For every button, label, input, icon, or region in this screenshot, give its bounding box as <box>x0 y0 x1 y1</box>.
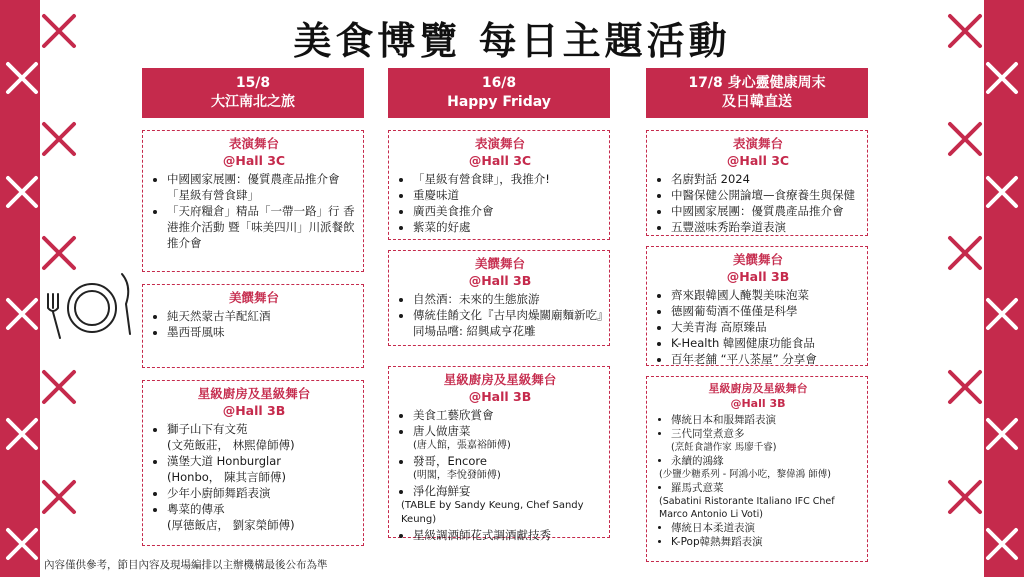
stage-box-star-kitchen <box>646 376 868 562</box>
list-item: (Sabatini Ristorante Italiano IFC Chef Marco Antonio Li Voti) <box>659 496 835 520</box>
stage-box-performance <box>142 130 364 272</box>
stage-name: 表演舞台 <box>474 136 525 151</box>
day-column-17-8 <box>646 68 868 118</box>
list-item: • 德國葡萄酒不僅僅是科學 <box>671 303 861 319</box>
stage-hall: @Hall 3B <box>468 389 532 404</box>
list-item: (明閣，李悅發師傅) <box>413 470 501 481</box>
stage-box-gourmet <box>142 284 364 368</box>
page-title: 美食博覽 每日主題活動 <box>293 19 731 63</box>
list-item: • 星級調酒師花式調酒獻技秀 <box>413 527 603 543</box>
stage-box-star-kitchen <box>142 380 364 546</box>
list-item: • 粵菜的傳承 <box>167 501 357 517</box>
day-date-theme: 17/8 身心靈健康周末 <box>688 75 826 91</box>
stage-name: 星級廚房及星級舞台 <box>443 372 557 387</box>
list-item: 「星級有營食肆」 <box>167 188 259 202</box>
list-item: • 純天然蒙古羊配紅酒 <box>167 308 357 324</box>
stage-hall: @Hall 3B <box>730 397 786 410</box>
day-theme: 大江南北之旅 <box>211 94 295 110</box>
stage-hall: @Hall 3B <box>222 403 286 418</box>
list-item: • 「天府糧倉」精品「一帶一路」行 香港推介活動 暨「味美四川」川派餐飲推介會 <box>167 203 357 251</box>
list-item: • 發哥，Encore <box>413 453 603 469</box>
list-item: • 獅子山下有文苑 <box>167 421 357 437</box>
list-item: (文苑飯莊， 林熙偉師傅) <box>167 438 295 452</box>
stage-hall: @Hall 3C <box>468 153 532 168</box>
stage-hall: @Hall 3B <box>726 269 790 284</box>
right-decor-band <box>946 0 1024 577</box>
stage-name: 表演舞台 <box>228 136 279 151</box>
stage-box-gourmet <box>388 250 610 346</box>
list-item: (Honbo， 陳其言師傅) <box>167 470 286 484</box>
day-date: 15/8 <box>235 75 271 91</box>
list-item: • 自然酒：未來的生態旅游 <box>413 291 603 307</box>
list-item: • 羅馬式意菜 <box>671 481 861 495</box>
day-header <box>646 68 868 118</box>
stage-box-gourmet <box>646 246 868 366</box>
list-item: • 少年小廚師舞蹈表演 <box>167 485 357 501</box>
day-theme-line2: 及日韓直送 <box>722 94 792 110</box>
list-item: • 淨化海鮮宴 <box>413 483 603 499</box>
stage-box-star-kitchen <box>388 366 610 542</box>
list-item: • 墨西哥風味 <box>167 324 357 340</box>
list-item: • 紫菜的好處 <box>413 219 603 235</box>
footnote: 內容僅供參考，節目內容及現場編排以主辦機構最後公布為準 <box>44 559 328 571</box>
list-item: (少鹽少糖系列 - 阿鴻小吃，黎偉鴻 師傅) <box>659 469 831 480</box>
list-item: • 名廚對話 2024 <box>671 171 861 187</box>
list-item: • 百年老舖 “平八茶屋” 分享會 <box>671 351 861 367</box>
stage-name: 美饌舞台 <box>474 256 525 271</box>
list-item: • 傳統日本和服舞蹈表演 <box>671 413 861 427</box>
list-item: (唐人館，張嘉裕師傅) <box>413 440 511 451</box>
stage-name: 美饌舞台 <box>732 252 783 267</box>
day-column-16-8 <box>388 68 610 118</box>
list-item: • 中國國家展團：優質農產品推介會 <box>167 171 357 187</box>
list-item: • 大美青海 高原臻品 <box>671 319 861 335</box>
list-item: • 唐人做唐菜 <box>413 423 603 439</box>
list-item: • 中醫保健公開論壇—食療養生與保健 <box>671 187 861 203</box>
list-item: • 三代同堂煮意多 <box>671 427 861 441</box>
list-item: • 永續的鴻緣 <box>671 454 861 468</box>
list-item: • 傳統日本柔道表演 <box>671 521 861 535</box>
stage-hall: @Hall 3B <box>468 273 532 288</box>
list-item: (TABLE by Sandy Keung, Chef Sandy Keung) <box>401 500 584 525</box>
list-item: • 「星級有營食肆」，我推介! <box>413 171 603 187</box>
list-item: • 漢堡大道 Honburglar <box>167 453 357 469</box>
day-column-15-8 <box>142 68 364 118</box>
day-theme: Happy Friday <box>447 94 551 110</box>
list-item: (厚德飯店， 劉家榮師傅) <box>167 518 295 532</box>
list-item: (烹飪食譜作家 馬廖千睿) <box>671 442 777 453</box>
stage-name: 星級廚房及星級舞台 <box>708 382 808 395</box>
plate-cutlery-icon <box>40 264 140 344</box>
stage-hall: @Hall 3C <box>726 153 790 168</box>
day-header <box>142 68 364 118</box>
stage-name: 美饌舞台 <box>228 290 279 305</box>
list-item: • 廣西美食推介會 <box>413 203 603 219</box>
day-date: 16/8 <box>481 75 517 91</box>
list-item: • 中國國家展團：優質農產品推介會 <box>671 203 861 219</box>
day-header <box>388 68 610 118</box>
stage-name: 星級廚房及星級舞台 <box>197 386 311 401</box>
list-item: • 重慶味道 <box>413 187 603 203</box>
list-item: • 美食工藝欣賞會 <box>413 407 603 423</box>
list-item: • K-Pop韓熱舞蹈表演 <box>671 535 861 549</box>
list-item: • 齊來跟韓國人醃製美味泡菜 <box>671 287 861 303</box>
stage-hall: @Hall 3C <box>222 153 286 168</box>
left-decor-band <box>0 0 40 577</box>
list-item: • K-Health 韓國健康功能食品 <box>671 335 861 351</box>
list-item: • 傳統佳餚文化『古早肉燥關廟麵新吃』同場品嚐: 紹興咸亨花雕 <box>413 307 603 339</box>
list-item: • 五豐滋味秀跆拳道表演 <box>671 219 861 235</box>
stage-name: 表演舞台 <box>732 136 783 151</box>
stage-box-performance <box>646 130 868 236</box>
stage-box-performance <box>388 130 610 240</box>
